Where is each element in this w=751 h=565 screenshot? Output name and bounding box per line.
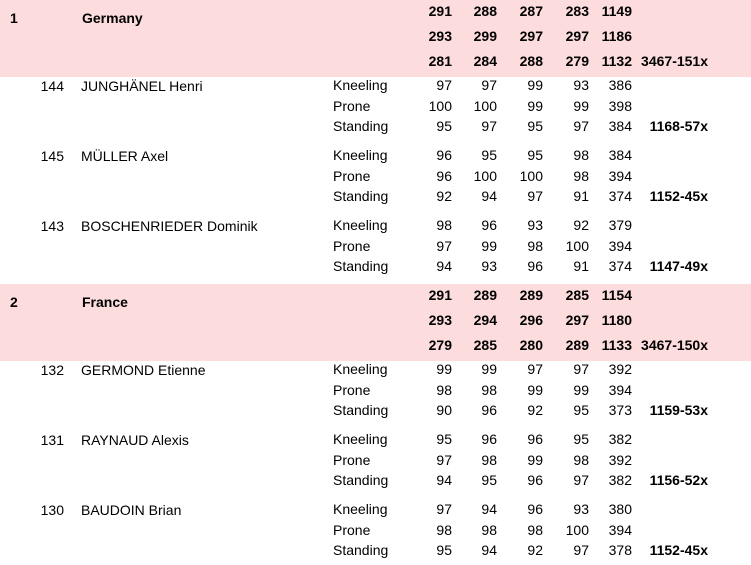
position-label: Standing [333,258,389,274]
athlete-name: BAUDOIN Brian [81,501,182,518]
team-series-score: 283 [565,3,589,19]
position-score: 97 [481,77,497,93]
position-score: 392 [608,451,632,468]
position-score: 92 [527,402,543,418]
position-score: 95 [481,147,497,163]
position-score: 95 [436,431,452,447]
position-score: 392 [608,361,632,377]
team-rank: 2 [10,294,18,310]
position-score: 96 [481,217,497,233]
athlete-bib: 144 [40,77,64,94]
position-score: 96 [527,431,543,447]
position-label: Standing [333,542,389,558]
position-score: 98 [573,147,589,163]
position-score: 93 [481,258,497,274]
position-score: 92 [436,188,452,204]
position-score: 95 [481,472,497,488]
team-series-score: 293 [428,28,452,44]
position-score: 94 [436,258,452,274]
position-score: 96 [527,472,543,488]
team-series-score: 297 [565,28,589,44]
position-score: 97 [436,501,452,517]
position-score: 96 [436,167,452,184]
athlete-name: RAYNAUD Alexis [81,431,189,448]
position-score: 97 [527,361,543,377]
team-series-score: 296 [519,312,543,328]
team-name: France [82,294,128,310]
athlete-total: 1152-45x [649,188,708,204]
team-series-score: 1154 [601,287,632,303]
position-score: 99 [436,361,452,377]
position-score: 382 [608,431,632,447]
position-score: 94 [481,542,497,558]
position-label: Kneeling [333,501,388,517]
position-score: 98 [436,521,452,538]
position-score: 96 [481,431,497,447]
team-series-score: 285 [565,287,589,303]
position-label: Prone [333,451,371,468]
team-series-score: 291 [428,3,452,19]
position-label: Standing [333,472,389,488]
position-score: 95 [527,147,543,163]
athlete-name: JUNGHÄNEL Henri [81,77,203,94]
position-score: 95 [573,431,589,447]
position-score: 99 [573,97,589,114]
position-score: 94 [481,188,497,204]
team-series-score: 294 [473,312,497,328]
team-series-score: 293 [428,312,452,328]
team-series-score: 288 [473,3,497,19]
team-series-score: 279 [428,337,452,353]
position-label: Kneeling [333,147,388,163]
position-score: 100 [473,97,497,114]
team-series-score: 291 [428,287,452,303]
position-score: 95 [436,118,452,134]
position-score: 93 [573,501,589,517]
position-score: 99 [527,97,543,114]
position-score: 384 [608,147,632,163]
team-name: Germany [82,10,143,26]
athlete-bib: 131 [40,431,64,448]
team-series-score: 297 [565,312,589,328]
position-score: 380 [608,501,632,517]
position-score: 98 [481,521,497,538]
position-score: 95 [436,542,452,558]
position-score: 98 [436,217,452,233]
athlete-total: 1156-52x [649,472,708,488]
position-score: 99 [481,361,497,377]
position-score: 97 [436,451,452,468]
position-score: 394 [608,167,632,184]
position-score: 97 [436,237,452,254]
position-score: 94 [436,472,452,488]
position-score: 93 [573,77,589,93]
position-score: 96 [436,147,452,163]
position-score: 98 [527,521,543,538]
team-total: 3467-151x [641,53,708,69]
team-series-score: 285 [473,337,497,353]
position-score: 98 [481,451,497,468]
position-score: 99 [573,381,589,398]
position-score: 97 [527,188,543,204]
team-total: 3467-150x [641,337,708,353]
position-label: Prone [333,381,371,398]
position-score: 378 [608,542,632,558]
position-score: 97 [573,361,589,377]
position-score: 100 [565,521,589,538]
team-series-score: 279 [565,53,589,69]
position-score: 100 [473,167,497,184]
athlete-bib: 145 [40,147,64,164]
position-score: 93 [527,217,543,233]
position-label: Standing [333,402,389,418]
athlete-bib: 143 [40,217,64,234]
team-rank: 1 [10,10,18,26]
team-series-score: 1149 [601,3,632,19]
position-score: 97 [481,118,497,134]
team-series-score: 281 [428,53,452,69]
team-series-score: 1133 [601,337,632,353]
position-score: 95 [527,118,543,134]
position-label: Kneeling [333,217,388,233]
position-score: 91 [573,188,589,204]
position-score: 98 [573,451,589,468]
position-label: Prone [333,237,371,254]
position-score: 97 [573,472,589,488]
position-score: 92 [573,217,589,233]
position-score: 100 [428,97,452,114]
position-score: 379 [608,217,632,233]
position-label: Prone [333,521,371,538]
team-series-score: 284 [473,53,497,69]
athlete-name: MÜLLER Axel [81,147,169,164]
athlete-total: 1159-53x [649,402,708,418]
position-score: 100 [519,167,543,184]
athlete-bib: 130 [40,501,64,518]
position-score: 98 [573,167,589,184]
team-series-score: 289 [473,287,497,303]
team-series-score: 299 [473,28,497,44]
athlete-total: 1168-57x [649,118,708,134]
team-series-score: 280 [519,337,543,353]
position-score: 394 [608,381,632,398]
position-score: 99 [527,451,543,468]
team-series-score: 297 [519,28,543,44]
athlete-bib: 132 [40,361,64,378]
team-series-score: 289 [519,287,543,303]
position-label: Prone [333,97,371,114]
position-label: Prone [333,167,371,184]
position-score: 96 [481,402,497,418]
position-score: 374 [608,188,632,204]
position-score: 94 [481,501,497,517]
position-score: 97 [573,542,589,558]
team-series-score: 287 [519,3,543,19]
position-label: Kneeling [333,361,388,377]
position-score: 398 [608,97,632,114]
position-label: Standing [333,118,389,134]
position-score: 394 [608,521,632,538]
position-score: 95 [573,402,589,418]
position-score: 98 [481,381,497,398]
position-score: 90 [436,402,452,418]
team-series-score: 1180 [601,312,632,328]
position-score: 384 [608,118,632,134]
team-series-score: 1186 [601,28,632,44]
position-score: 373 [608,402,632,418]
team-series-score: 1132 [601,53,632,69]
position-score: 98 [436,381,452,398]
team-series-score: 289 [565,337,589,353]
position-score: 99 [527,77,543,93]
athlete-total: 1152-45x [649,542,708,558]
athlete-name: BOSCHENRIEDER Dominik [81,217,258,234]
position-score: 92 [527,542,543,558]
athlete-name: GERMOND Etienne [81,361,206,378]
position-score: 99 [481,237,497,254]
position-score: 99 [527,381,543,398]
position-score: 98 [527,237,543,254]
position-score: 386 [608,77,632,93]
position-score: 100 [565,237,589,254]
team-series-score: 288 [519,53,543,69]
position-score: 97 [573,118,589,134]
position-label: Kneeling [333,77,388,93]
position-score: 382 [608,472,632,488]
position-score: 394 [608,237,632,254]
position-score: 97 [436,77,452,93]
position-score: 96 [527,258,543,274]
position-label: Kneeling [333,431,388,447]
position-label: Standing [333,188,389,204]
position-score: 91 [573,258,589,274]
position-score: 374 [608,258,632,274]
position-score: 96 [527,501,543,517]
athlete-total: 1147-49x [649,258,708,274]
